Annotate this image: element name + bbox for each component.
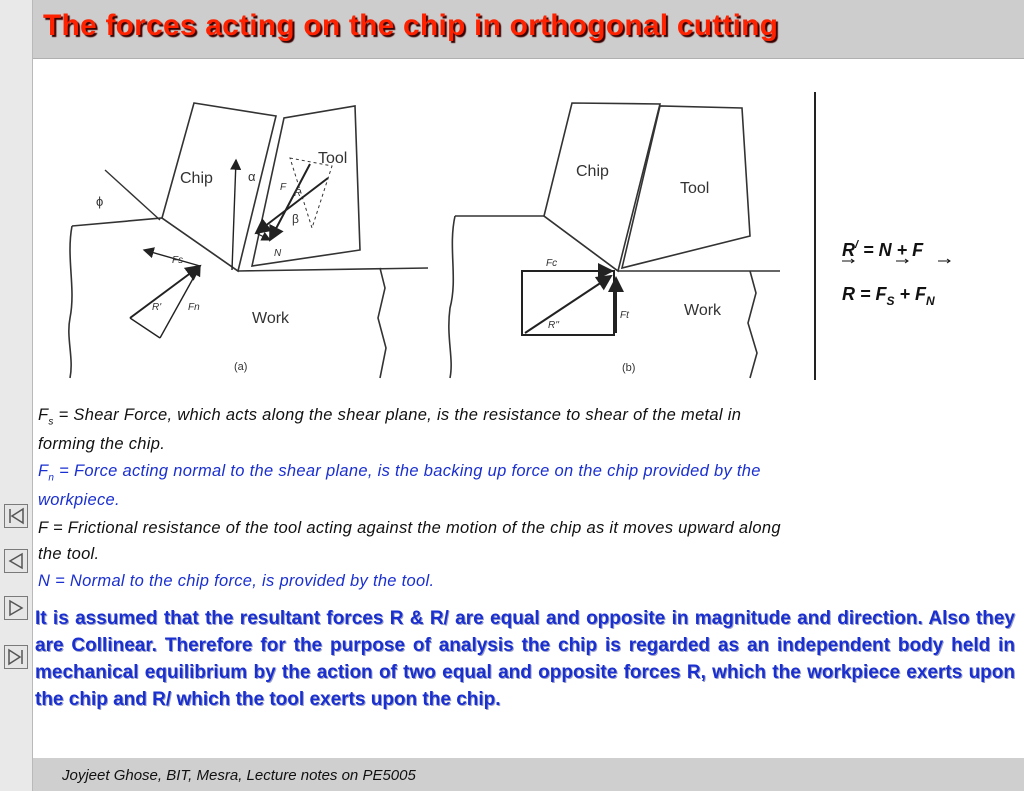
force-vectors-b [525, 271, 616, 333]
label-ft: Ft [620, 310, 629, 321]
label-alpha: α [248, 169, 256, 184]
label-fc: Fc [546, 258, 558, 269]
definition-shear-force-cont: forming the chip. [38, 435, 166, 453]
skip-last-icon [5, 646, 27, 668]
eq1-rest: = N + F [858, 240, 924, 260]
diagram-b [449, 103, 780, 378]
slide-title: The forces acting on the chip in orthogonal cutting [43, 9, 779, 42]
definition-friction-force: F = Frictional resistance of the tool acting against the motion of the chip as it moves upward along [38, 519, 781, 537]
label-beta: β [292, 212, 299, 226]
equation-vector [842, 239, 924, 260]
label-chip-b: Chip [576, 163, 609, 180]
definition-friction-force-cont: the tool. [38, 545, 100, 563]
label-r-prime: R' [152, 302, 162, 313]
footer-credit: Joyjeet Ghose, BIT, Mesra, Lecture notes on PE5005 [62, 767, 416, 784]
first-slide-button[interactable] [4, 504, 28, 528]
label-chip-a: Chip [180, 170, 213, 187]
definition-normal-force: $F_n$ = Force acting normal to the shear plane, is the backing up force on the chip provided by the [38, 462, 761, 484]
label-f-a: F [280, 182, 287, 193]
triangle-right-icon [5, 597, 27, 619]
next-slide-button[interactable] [4, 596, 28, 620]
eq2-lhs: R = F [842, 284, 887, 304]
triangle-left-icon [5, 550, 27, 572]
label-r-a: R [294, 188, 302, 199]
eq1-lhs: R [842, 240, 855, 260]
eq2-mid: + F [894, 284, 927, 304]
label-work-b: Work [684, 302, 722, 319]
sidebar-divider [32, 0, 33, 791]
diagram-a [69, 103, 428, 378]
label-tool-b: Tool [680, 180, 710, 197]
label-fn: Fn [188, 302, 200, 313]
eq2-s: S [886, 294, 895, 308]
label-work-a: Work [252, 310, 290, 327]
definition-normal-chip-force: N = Normal to the chip force, is provided by the tool. [38, 572, 435, 590]
cutting-diagram [60, 88, 960, 393]
definition-shear-force: $F_s$ = Shear Force, which acts along the shear plane, is the resistance to shear of the metal in [38, 406, 742, 428]
eq1-sup: / [855, 239, 859, 251]
last-slide-button[interactable] [4, 645, 28, 669]
definition-normal-force-cont: workpiece. [38, 491, 120, 509]
caption-a: (a) [234, 361, 248, 373]
label-n-a: N [274, 248, 282, 259]
left-sidebar [0, 0, 32, 791]
label-r-dprime: R'' [548, 320, 560, 331]
equation-scalar [842, 284, 935, 308]
label-tool-a: Tool [318, 150, 348, 167]
skip-first-icon [5, 505, 27, 527]
previous-slide-button[interactable] [4, 549, 28, 573]
caption-b: (b) [622, 362, 636, 374]
eq2-n: N [926, 294, 935, 308]
equilibrium-paragraph: It is assumed that the resultant forces R & R/ are equal and opposite in magnitude and direction. Also they are Collinear. Therefore for the purpose of analysis the chip is regarded as an independent body held in mechanical equilibrium by the action of two equal and opposite forces R, which the workpiece exerts upon the chip and R/ which the tool exerts upon the chip. [35, 608, 1015, 710]
label-phi: ϕ [96, 194, 104, 209]
label-fs: Fs [172, 255, 184, 266]
